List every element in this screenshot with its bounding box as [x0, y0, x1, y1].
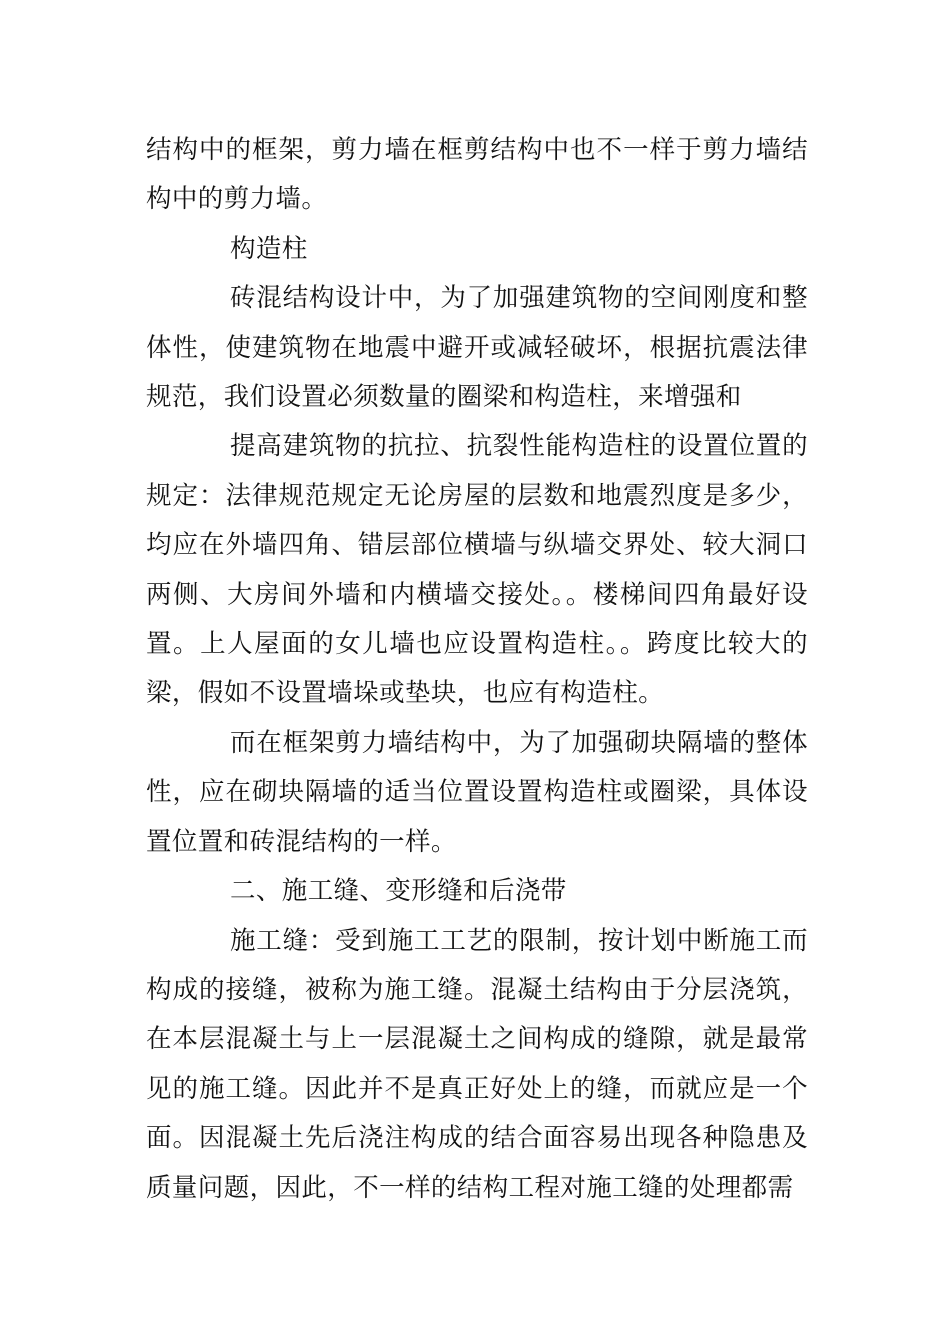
section-heading-joints: 二、施工缝、变形缝和后浇带: [230, 876, 567, 907]
continuation-paragraph: 结构中的框架，剪力墙在框剪结构中也不一样于剪力墙结构中的剪力墙。: [146, 135, 808, 215]
paragraph-column-placement: 提高建筑物的抗拉、抗裂性能构造柱的设置位置的规定：法律规范规定无论房屋的层数和地震烈度是多少，均应在外墙四角、错层部位横墙与纵墙交界处、较大洞口两侧、大房间外墙和内横墙交接处。。楼梯间四角最好设置。上人屋面的女儿墙也应设置构造柱。。跨度比较大的梁，假如不设置墙垛或垫块，也应有构造柱。: [146, 431, 808, 709]
section-heading-gouzaozhu: 构造柱: [230, 233, 308, 264]
paragraph-brick-concrete: 砖混结构设计中，为了加强建筑物的空间刚度和整体性，使建筑物在地震中避开或减轻破坏，根据抗震法律规范，我们设置必须数量的圈梁和构造柱，来增强和: [146, 283, 808, 413]
document-body: [146, 126, 808, 1213]
paragraph-construction-joint: 施工缝：受到施工工艺的限制，按计划中断施工而构成的接缝，被称为施工缝。混凝土结构由于分层浇筑，在本层混凝土与上一层混凝土之间构成的缝隙，就是最常见的施工缝。因此并不是真正好处上的缝，而就应是一个面。因混凝土先后浇注构成的结合面容易出现各种隐患及质量问题，因此，不一样的结构工程对施工缝的处理都需: [146, 925, 808, 1203]
paragraph-frame-shear-wall: 而在框架剪力墙结构中，为了加强砌块隔墙的整体性，应在砌块隔墙的适当位置设置构造柱或圈梁，具体设置位置和砖混结构的一样。: [146, 727, 808, 857]
